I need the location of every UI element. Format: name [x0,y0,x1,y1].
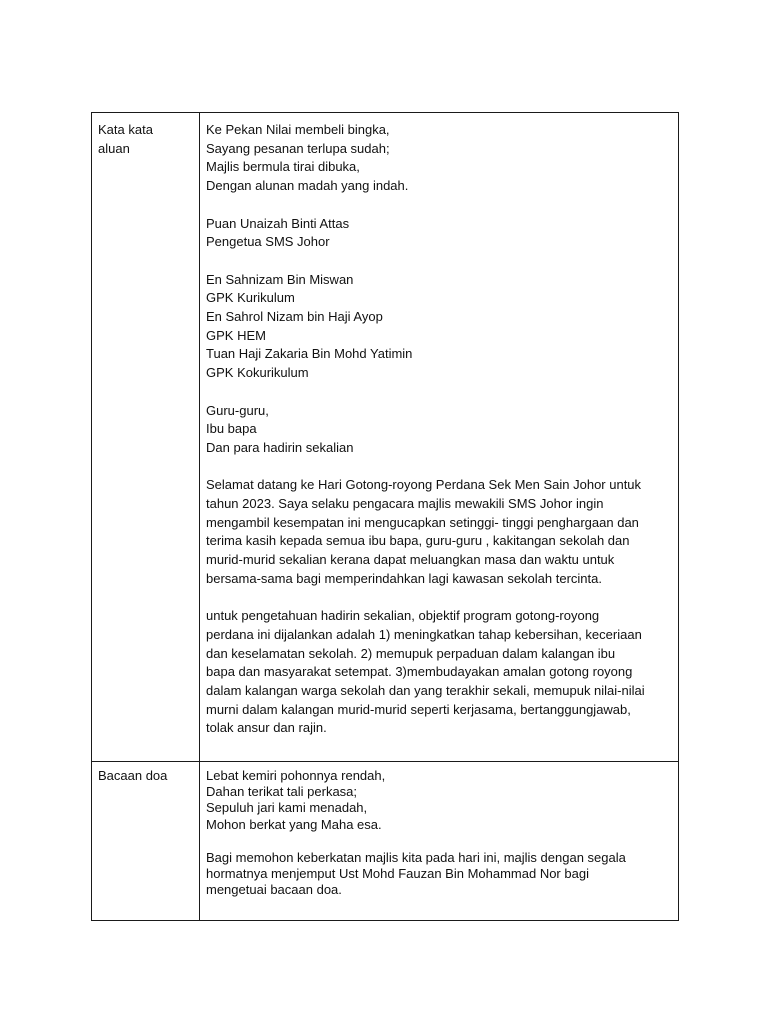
salutation-line: GPK Kurikulum [206,290,295,306]
salutation-line: GPK HEM [206,327,266,343]
prayer-pantun [206,768,666,833]
principal-salutation [206,215,666,252]
salutation-line: Ibu bapa [206,421,257,437]
paragraph-line: Selamat datang ke Hari Gotong-royong Perdana Sek Men Sain Johor untuk [206,477,642,493]
audience-salutation [206,402,666,458]
table-row-bacaan-doa [92,762,679,921]
pantun-line: Lebat kemiri pohonnya rendah, [206,768,386,783]
paragraph-line: dalam kalangan warga sekolah dan yang terakhir sekali, memupuk nilai-nilai [206,683,645,699]
label-cell [92,113,200,762]
paragraph-line: mengambil kesempatan ini mengucapkan setinggi- tinggi penghargaan dan [206,514,639,530]
paragraph-line: perdana ini dijalankan adalah 1) meningkatkan tahap kebersihan, keceriaan [206,626,642,642]
paragraph-line: Bagi memohon keberkatan majlis kita pada hari ini, majlis dengan segala [206,849,626,865]
row-label [92,113,199,158]
paragraph-line: untuk pengetahuan hadirin sekalian, objektif program gotong-royong [206,608,600,624]
salutation-line: Guru-guru, [206,402,269,418]
salutation-line: En Sahnizam Bin Miswan [206,271,354,287]
row-label-line: aluan [98,140,130,156]
pantun-line: Dahan terikat tali perkasa; [206,784,358,800]
pantun-line: Sayang pesanan terlupa sudah; [206,140,390,156]
content-cell [200,762,679,921]
salutation-line: GPK Kokurikulum [206,365,309,381]
paragraph-line: dan keselamatan sekolah. 2) memupuk perpaduan dalam kalangan ibu [206,645,616,661]
content-cell [200,113,679,762]
opening-pantun [206,121,666,196]
pantun-line: Ke Pekan Nilai membeli bingka, [206,122,390,137]
welcome-paragraph [206,476,666,588]
salutation-line: Puan Unaizah Binti Attas [206,215,350,231]
row-label [92,762,199,784]
salutation-line: Dan para hadirin sekalian [206,439,354,455]
row-label-line: Bacaan doa [98,768,168,783]
paragraph-line: bersama-sama bagi memperindahkan lagi kawasan sekolah tercinta. [206,570,602,586]
paragraph-line: tolak ansur dan rajin. [206,720,327,736]
pantun-line: Mohon berkat yang Maha esa. [206,816,382,832]
paragraph-line: mengetuai bacaan doa. [206,882,342,898]
salutation-line: Tuan Haji Zakaria Bin Mohd Yatimin [206,346,413,362]
table-row-kata-kata-aluan [92,113,679,762]
objectives-paragraph [206,607,666,738]
paragraph-line: murni dalam kalangan murid-murid seperti kerjasama, bertanggungjawab, [206,701,631,717]
salutation-line: En Sahrol Nizam bin Haji Ayop [206,309,383,324]
pantun-line: Dengan alunan madah yang indah. [206,178,409,194]
paragraph-line: bapa dan masyarakat setempat. 3)membudayakan amalan gotong royong [206,664,633,680]
pantun-line: Majlis bermula tirai dibuka, [206,159,360,175]
paragraph-line: murid-murid sekalian kerana dapat meluangkan masa dan waktu untuk [206,552,615,568]
paragraph-line: terima kasih kepada semua ibu bapa, guru-guru , kakitangan sekolah dan [206,533,630,549]
row-label-line: Kata kata [98,122,153,137]
paragraph-line: tahun 2023. Saya selaku pengacara majlis mewakili SMS Johor ingin [206,496,604,511]
pantun-line: Sepuluh jari kami menadah, [206,800,368,816]
prayer-invitation [206,850,666,899]
script-table [91,112,679,921]
salutation-line: Pengetua SMS Johor [206,234,330,250]
officials-salutation [206,271,666,383]
label-cell [92,762,200,921]
paragraph-line: hormatnya menjemput Ust Mohd Fauzan Bin Mohammad Nor bagi [206,866,589,882]
